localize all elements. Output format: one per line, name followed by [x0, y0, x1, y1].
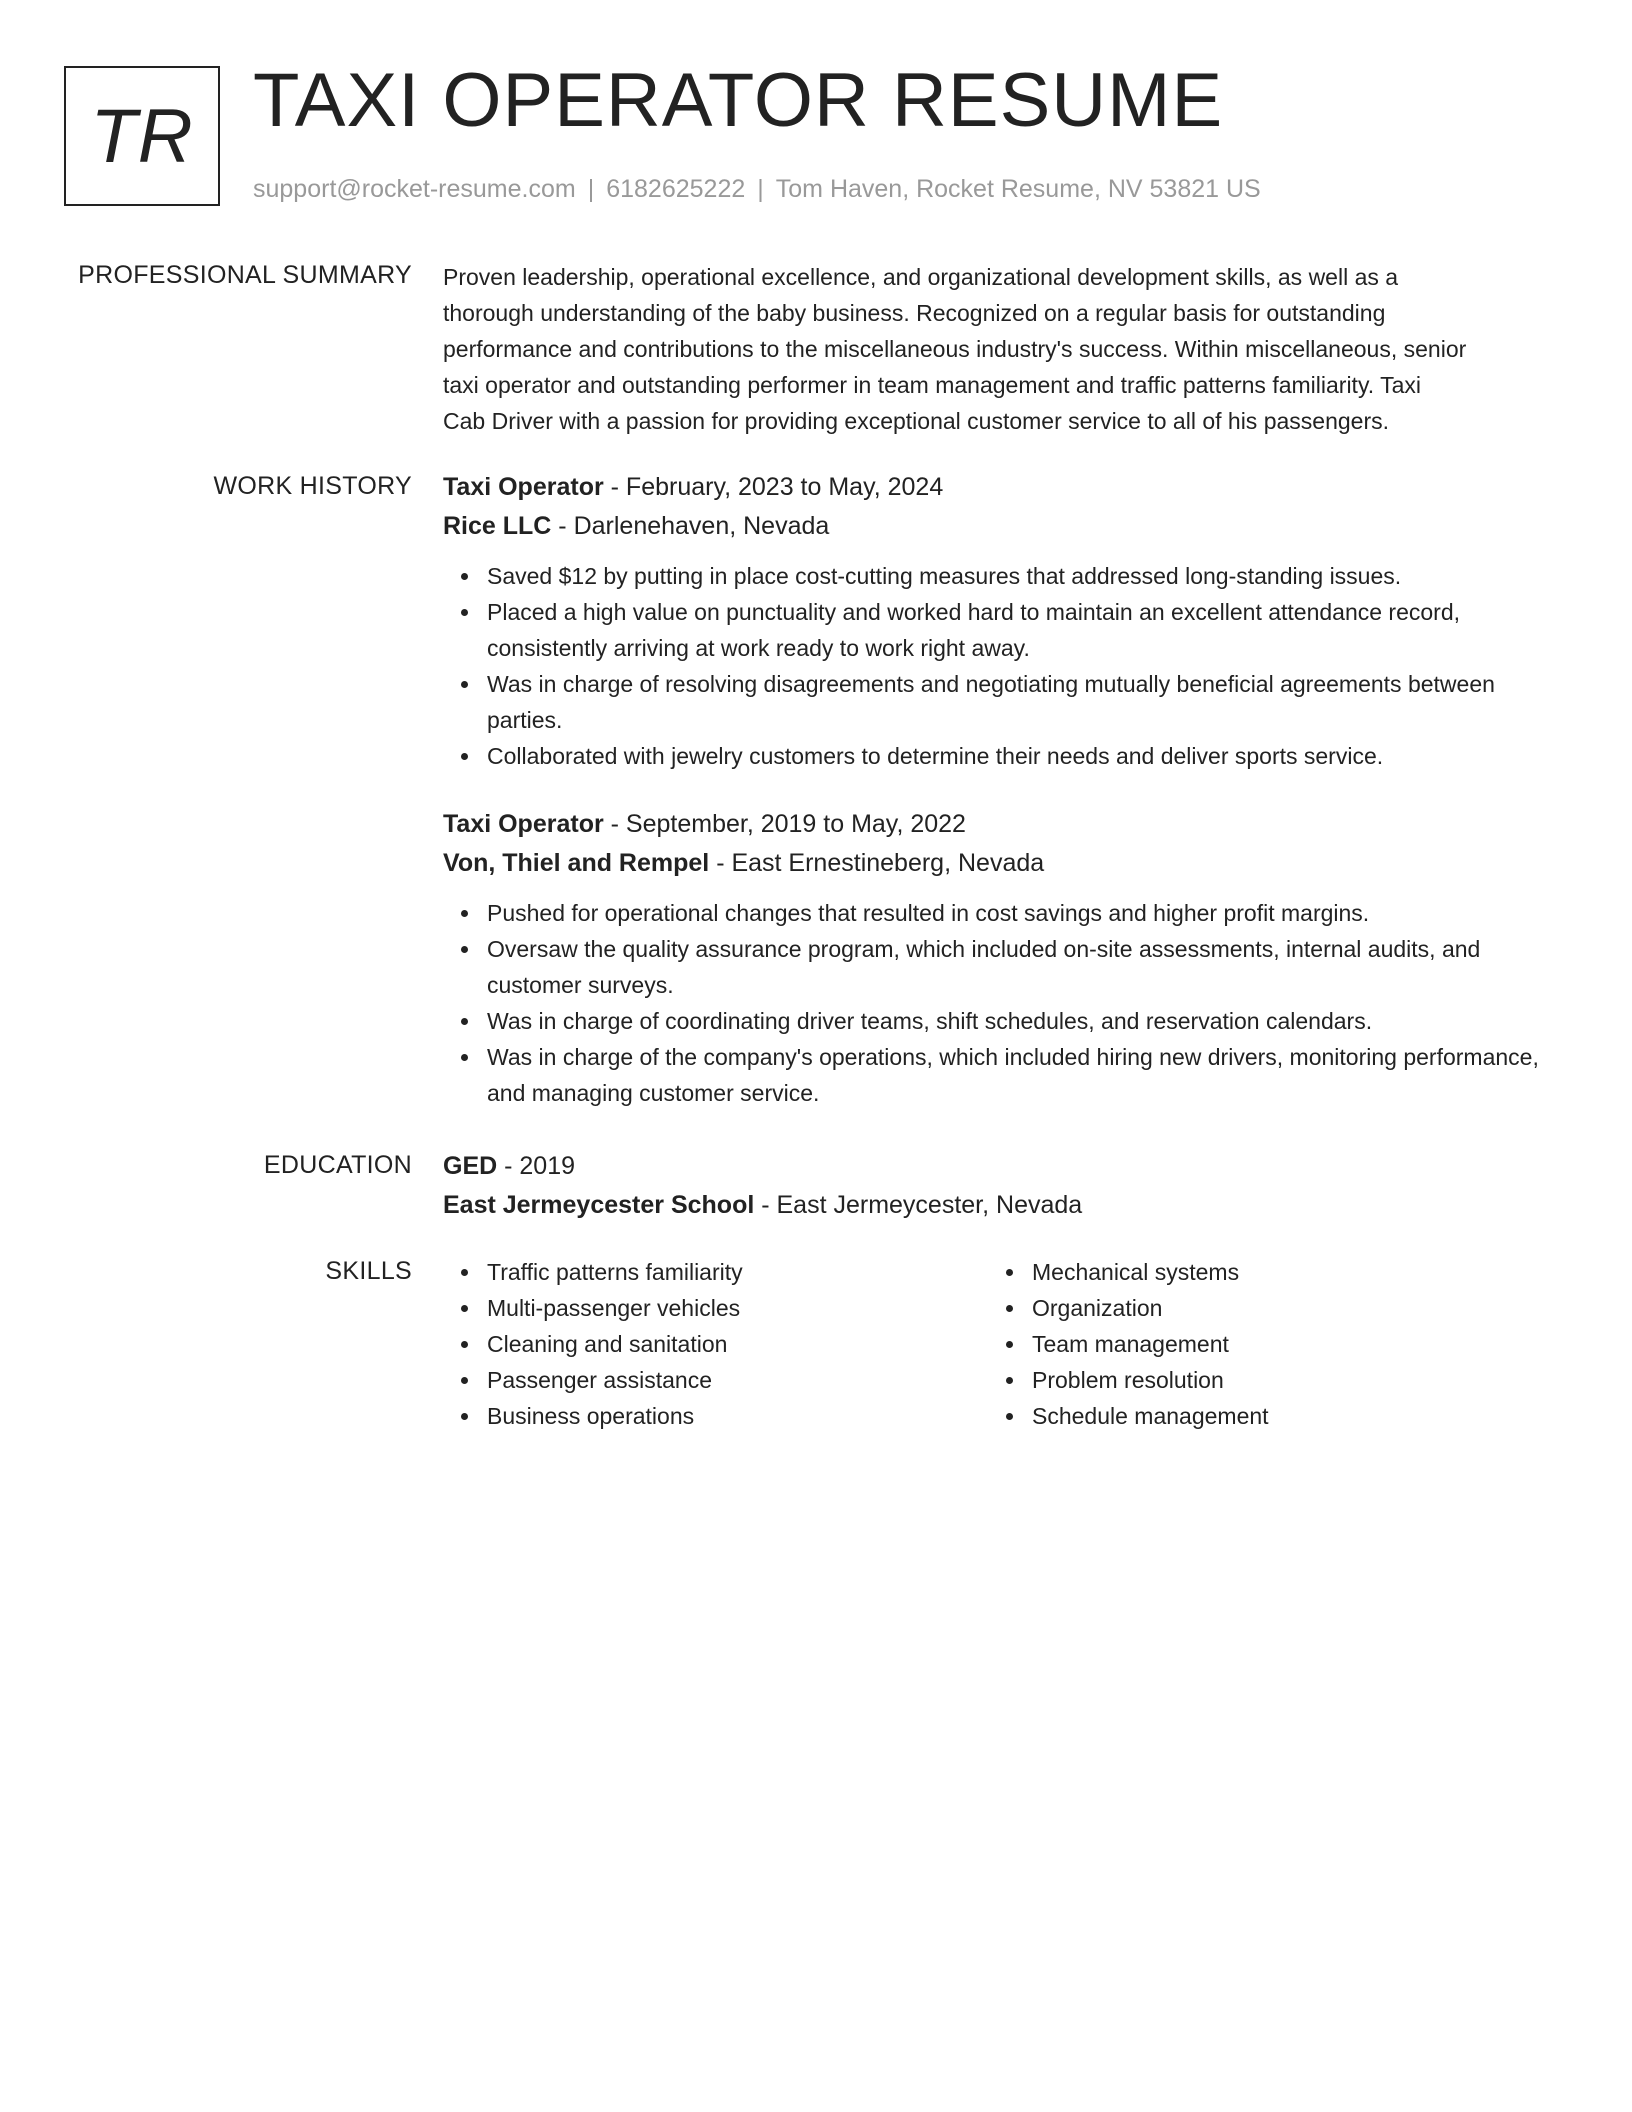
- job-title-line: [443, 806, 1553, 842]
- monogram-box: [64, 66, 220, 206]
- education-body: [443, 1148, 1553, 1223]
- job-bullet: Collaborated with jewelry customers to determine their needs and deliver sports service.: [487, 738, 1553, 774]
- job-bullet: Oversaw the quality assurance program, which included on-site assessments, internal audits, and customer surveys.: [487, 931, 1553, 1003]
- contact-line: [253, 174, 1261, 204]
- skills-body: [443, 1254, 1553, 1434]
- job-entry: [443, 469, 1553, 774]
- job-bullet: Placed a high value on punctuality and worked hard to maintain an excellent attendance record, consistently arriving at work ready to work right away.: [487, 594, 1553, 666]
- job-company: Rice LLC: [443, 512, 552, 540]
- work-history-heading: WORK HISTORY: [213, 472, 412, 500]
- education-school-line: [443, 1187, 1553, 1223]
- contact-address: Tom Haven, Rocket Resume, NV 53821 US: [775, 175, 1261, 203]
- skills-column-right: [988, 1254, 1533, 1434]
- summary-line: Proven leadership, operational excellence, and organizational development skills, as well as a: [443, 264, 1399, 290]
- skills-list: [443, 1254, 988, 1434]
- education-heading: EDUCATION: [263, 1151, 412, 1179]
- skill-item: Problem resolution: [1032, 1362, 1533, 1398]
- job-bullet: Was in charge of the company's operations, which included hiring new drivers, monitoring performance, and managing customer service.: [487, 1039, 1553, 1111]
- job-entry: [443, 806, 1553, 1111]
- job-dates: - September, 2019 to May, 2022: [603, 810, 966, 838]
- summary-heading: PROFESSIONAL SUMMARY: [78, 261, 412, 289]
- job-title: Taxi Operator: [443, 473, 604, 501]
- summary-line: performance and contributions to the miscellaneous industry's success. Within miscellaneous, senior: [443, 336, 1467, 362]
- skill-item: Traffic patterns familiarity: [487, 1254, 988, 1290]
- summary-text: [443, 259, 1553, 439]
- job-location: - East Ernestineberg, Nevada: [709, 849, 1045, 877]
- education-degree-line: [443, 1148, 1553, 1184]
- job-title-line: [443, 469, 1553, 505]
- monogram-initials: TR: [90, 93, 194, 179]
- job-bullet: Was in charge of coordinating driver teams, shift schedules, and reservation calendars.: [487, 1003, 1553, 1039]
- education-degree: GED: [443, 1152, 498, 1180]
- job-bullet: Pushed for operational changes that resulted in cost savings and higher profit margins.: [487, 895, 1553, 931]
- summary-line: Cab Driver with a passion for providing exceptional customer service to all of his passengers.: [443, 408, 1389, 434]
- skills-columns: [443, 1254, 1553, 1434]
- job-bullet: Was in charge of resolving disagreements and negotiating mutually beneficial agreements between parties.: [487, 666, 1553, 738]
- education-school: East Jermeycester School: [443, 1191, 755, 1219]
- job-bullets: [443, 895, 1553, 1111]
- job-company: Von, Thiel and Rempel: [443, 849, 710, 877]
- contact-phone: 6182625222: [606, 175, 746, 203]
- education-location: - East Jermeycester, Nevada: [754, 1191, 1083, 1219]
- contact-email: support@rocket-resume.com: [253, 175, 576, 203]
- work-history-body: [443, 469, 1553, 1111]
- skill-item: Cleaning and sanitation: [487, 1326, 988, 1362]
- contact-separator: |: [587, 175, 595, 203]
- job-company-line: [443, 845, 1553, 881]
- skills-list: [988, 1254, 1533, 1434]
- skills-heading: SKILLS: [325, 1257, 412, 1285]
- resume-title: TAXI OPERATOR RESUME: [253, 58, 1224, 143]
- skill-item: Schedule management: [1032, 1398, 1533, 1434]
- job-bullet: Saved $12 by putting in place cost-cutting measures that addressed long-standing issues.: [487, 558, 1553, 594]
- skill-item: Mechanical systems: [1032, 1254, 1533, 1290]
- skill-item: Organization: [1032, 1290, 1533, 1326]
- job-dates: - February, 2023 to May, 2024: [603, 473, 944, 501]
- education-year: - 2019: [497, 1152, 576, 1180]
- skill-item: Team management: [1032, 1326, 1533, 1362]
- summary-body: [443, 259, 1553, 439]
- summary-line: thorough understanding of the baby business. Recognized on a regular basis for outstanding: [443, 300, 1386, 326]
- contact-separator: |: [757, 175, 764, 203]
- skills-column-left: [443, 1254, 988, 1434]
- skill-item: Multi-passenger vehicles: [487, 1290, 988, 1326]
- summary-line: taxi operator and outstanding performer in team management and traffic patterns familiarity. Taxi: [443, 372, 1422, 398]
- skill-item: Business operations: [487, 1398, 988, 1434]
- job-location: - Darlenehaven, Nevada: [551, 512, 830, 540]
- job-title: Taxi Operator: [443, 810, 604, 838]
- job-company-line: [443, 508, 1553, 544]
- job-bullets: [443, 558, 1553, 774]
- skill-item: Passenger assistance: [487, 1362, 988, 1398]
